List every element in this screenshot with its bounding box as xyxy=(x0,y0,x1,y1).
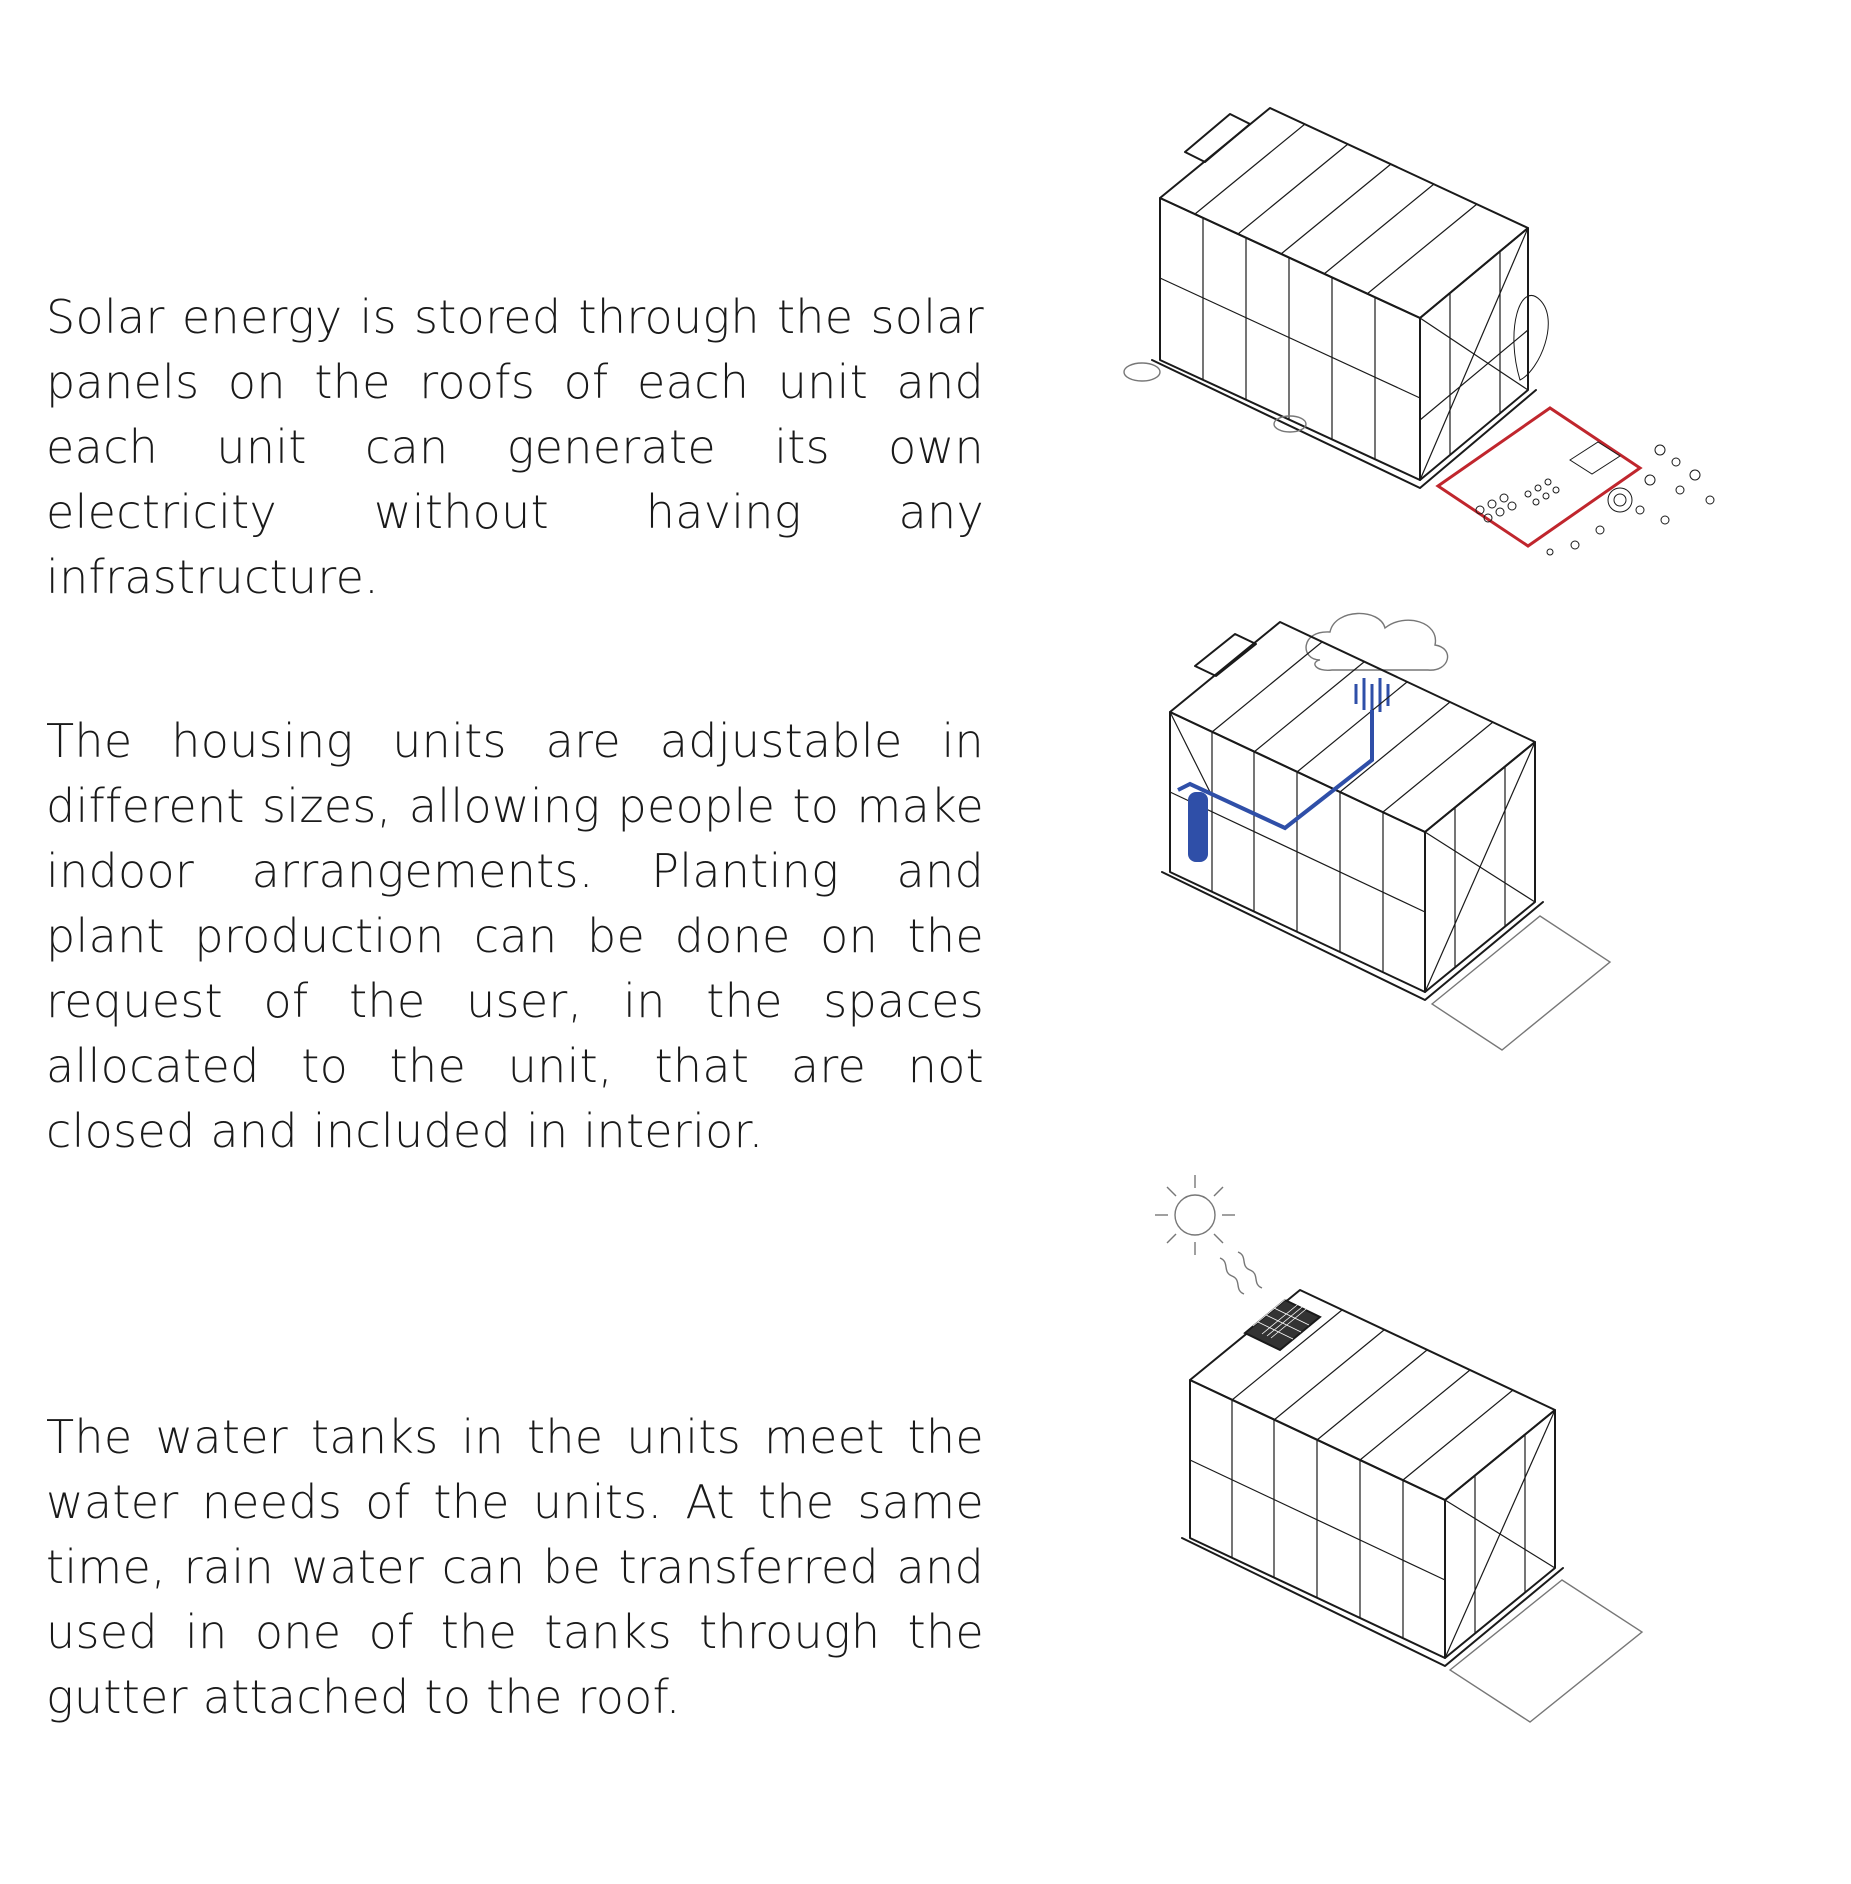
solar-panel xyxy=(1245,1293,1320,1350)
ground-slab xyxy=(1450,1580,1642,1722)
unit-body xyxy=(1152,108,1536,488)
ground-slab xyxy=(1432,916,1610,1050)
unit-garden-isometric-diagram xyxy=(1120,90,1820,570)
solar-energy-paragraph: Solar energy is stored through the solar panels on the roofs of each unit and each unit can generate its own electricity without having any infrastructure. xyxy=(46,290,984,604)
heat-waves xyxy=(1220,1252,1262,1294)
unit-rainwater-isometric-diagram xyxy=(1150,600,1750,1140)
stone xyxy=(1124,363,1160,381)
unit-body xyxy=(1162,622,1543,1000)
water-tanks-paragraph: The water tanks in the units meet the water needs of the units. At the same time, rain water can be transferred and used in one of the tanks through the gutter attached to the roof. xyxy=(46,1410,984,1724)
stone xyxy=(1274,416,1306,432)
roof-hatch xyxy=(1195,634,1256,676)
housing-units-paragraph: The housing units are adjustable in different sizes, allowing people to make indoor arrangements. Planting and plant production can be done on the request of the user, in the spaces allocated to the unit, that are not closed and included in interior. xyxy=(46,714,984,1158)
rain-cloud xyxy=(1306,613,1448,670)
garden-plants xyxy=(1476,295,1714,555)
unit-solar-isometric-diagram xyxy=(1150,1170,1750,1730)
water-tank xyxy=(1188,792,1208,862)
sun-icon xyxy=(1155,1175,1235,1255)
unit-body xyxy=(1182,1290,1563,1666)
roof-hatch xyxy=(1185,114,1250,162)
garden-plot-outline xyxy=(1438,408,1640,546)
